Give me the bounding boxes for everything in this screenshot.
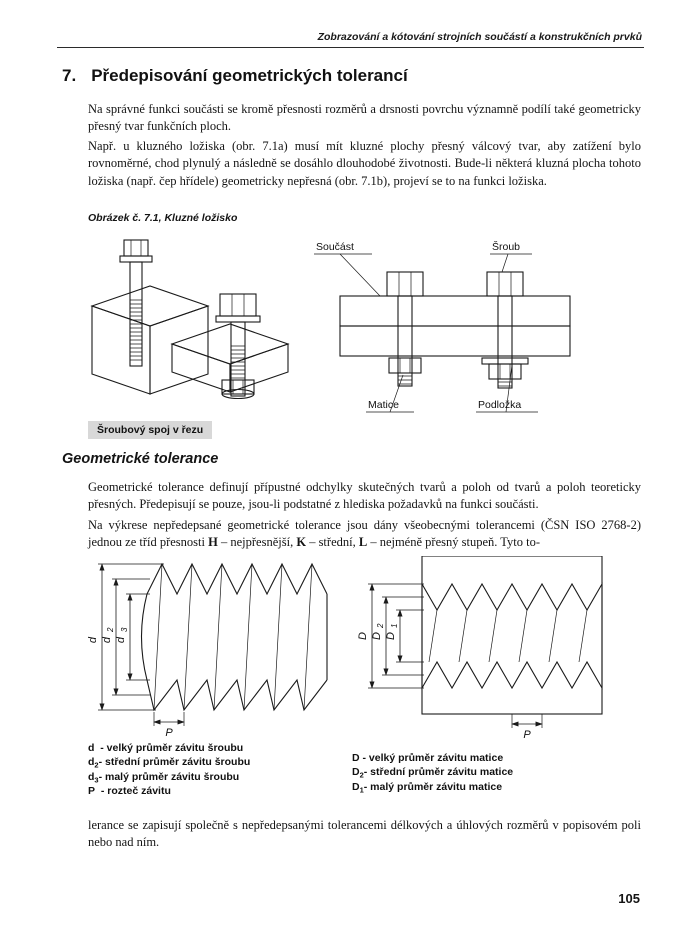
svg-text:2: 2 — [106, 627, 115, 632]
section-bolt-left — [387, 272, 423, 386]
paragraph-text: – nejpřesnější, — [217, 535, 297, 550]
svg-text:d: d — [87, 636, 99, 644]
svg-text:d: d — [101, 636, 113, 644]
page-number: 105 — [618, 891, 640, 906]
svg-text:D: D — [357, 632, 369, 640]
intro-paragraph-2: Např. u kluzného ložiska (obr. 7.1a) musí mít kluzné plochy přesný válcový tvar, aby zatížení bylo rovnoměrné, chod plynulý a následně se dosáhlo dlouhodobé životnosti. Bude-li některá kluzná plocha tohoto ložiska (např. čep hřídele) geometricky nepřesná (obr. 7.1b), projeví se to na funkci ložiska. — [88, 139, 641, 188]
svg-text:Podložka: Podložka — [478, 399, 522, 411]
accuracy-class-k: K — [296, 535, 307, 550]
section-title: Předepisování geometrických tolerancí — [91, 66, 408, 85]
subsection-heading: Geometrické tolerance — [62, 451, 219, 467]
dim-label-d3 — [115, 627, 129, 643]
svg-text:Součást: Součást — [316, 241, 354, 253]
legend-item: P - rozteč závitu — [88, 784, 171, 797]
intro-paragraph-1: Na správné funkci součásti se kromě přesnosti rozměrů a drsnosti povrchu významně podílí také geometricky přesný tvar funkčních ploch. — [88, 102, 641, 134]
legend-item: D - velký průměr závitu matice — [352, 752, 504, 764]
tolerance-paragraph-3: lerance se zapisují společně s nepředepsanými tolerancemi délkových a úhlových rozměrů v popisovém poli nebo nad ním. — [88, 818, 641, 850]
screw-thread-diagram — [87, 564, 327, 739]
dim-label-D1 — [385, 624, 399, 640]
svg-text:D: D — [371, 632, 383, 640]
paragraph-text: – střední, — [306, 535, 359, 550]
callout-part — [314, 241, 380, 296]
section-number: 7. — [62, 66, 77, 85]
bolt-1 — [120, 240, 152, 366]
accuracy-class-l: L — [358, 535, 368, 550]
figure-label-box: Šroubový spoj v řezu — [88, 421, 212, 439]
svg-text:1: 1 — [390, 623, 399, 628]
section-bolt-right — [482, 272, 528, 388]
legend-item: $d_3-$ malý průměr závitu šroubu — [88, 770, 240, 784]
figure-caption: Obrázek č. 7.1, Kluzné ložisko — [88, 212, 238, 224]
pitch-label-screw: P — [165, 727, 173, 739]
callout-nut — [366, 375, 414, 412]
dim-label-D — [357, 632, 369, 640]
dim-label-D2 — [371, 623, 385, 640]
dim-label-d — [87, 636, 99, 643]
header-rule — [57, 47, 644, 48]
svg-text:Matice: Matice — [368, 399, 399, 411]
pitch-label-nut: P — [523, 729, 531, 741]
thread-diagram — [62, 556, 632, 742]
tolerance-paragraph-1: Geometrické tolerance definují přípustné odchylky skutečných tvarů a poloh od tvarů a poloh teoreticky přesných. Předepisují se pouze, jsou-li podstatné z hlediska požadavků na funkci součásti. — [88, 480, 641, 512]
section-view — [314, 240, 570, 412]
bearing-figure — [60, 230, 636, 418]
paragraph-text: Na výkrese nepředepsané geometrické tolerance jsou dány všeobecnými tolerancemi (ČSN ISO 2768-2) jednou ze tříd přesnosti — [88, 518, 641, 550]
svg-text:d: d — [115, 636, 127, 644]
legend-nut — [352, 752, 513, 795]
legend-item: d - velký průměr závitu šroubu — [88, 742, 244, 754]
legend-item: $d_2-$ střední průměr závitu šroubu — [88, 756, 251, 770]
svg-text:Šroub: Šroub — [492, 241, 521, 253]
bolt-2 — [216, 294, 260, 399]
nut-thread-diagram — [357, 556, 602, 741]
legend-item: $D_2-$ střední průměr závitu matice — [352, 766, 514, 780]
svg-text:2: 2 — [376, 623, 385, 628]
isometric-view — [92, 240, 288, 399]
svg-text:D: D — [385, 632, 397, 640]
section-heading — [62, 66, 408, 86]
dim-label-d2 — [101, 627, 115, 643]
callout-bolt — [490, 240, 532, 272]
svg-text:3: 3 — [120, 627, 129, 632]
accuracy-class-h: H — [208, 535, 218, 550]
tolerance-paragraph-2 — [88, 517, 641, 552]
running-title: Zobrazování a kótování strojních součástí a konstrukčních prvků — [317, 31, 642, 43]
paragraph-text: – nejméně přesný stupeň. Tyto to- — [367, 535, 541, 550]
legend-screw — [88, 742, 250, 799]
legend-item: $D_1-$ malý průměr závitu matice — [352, 780, 503, 794]
